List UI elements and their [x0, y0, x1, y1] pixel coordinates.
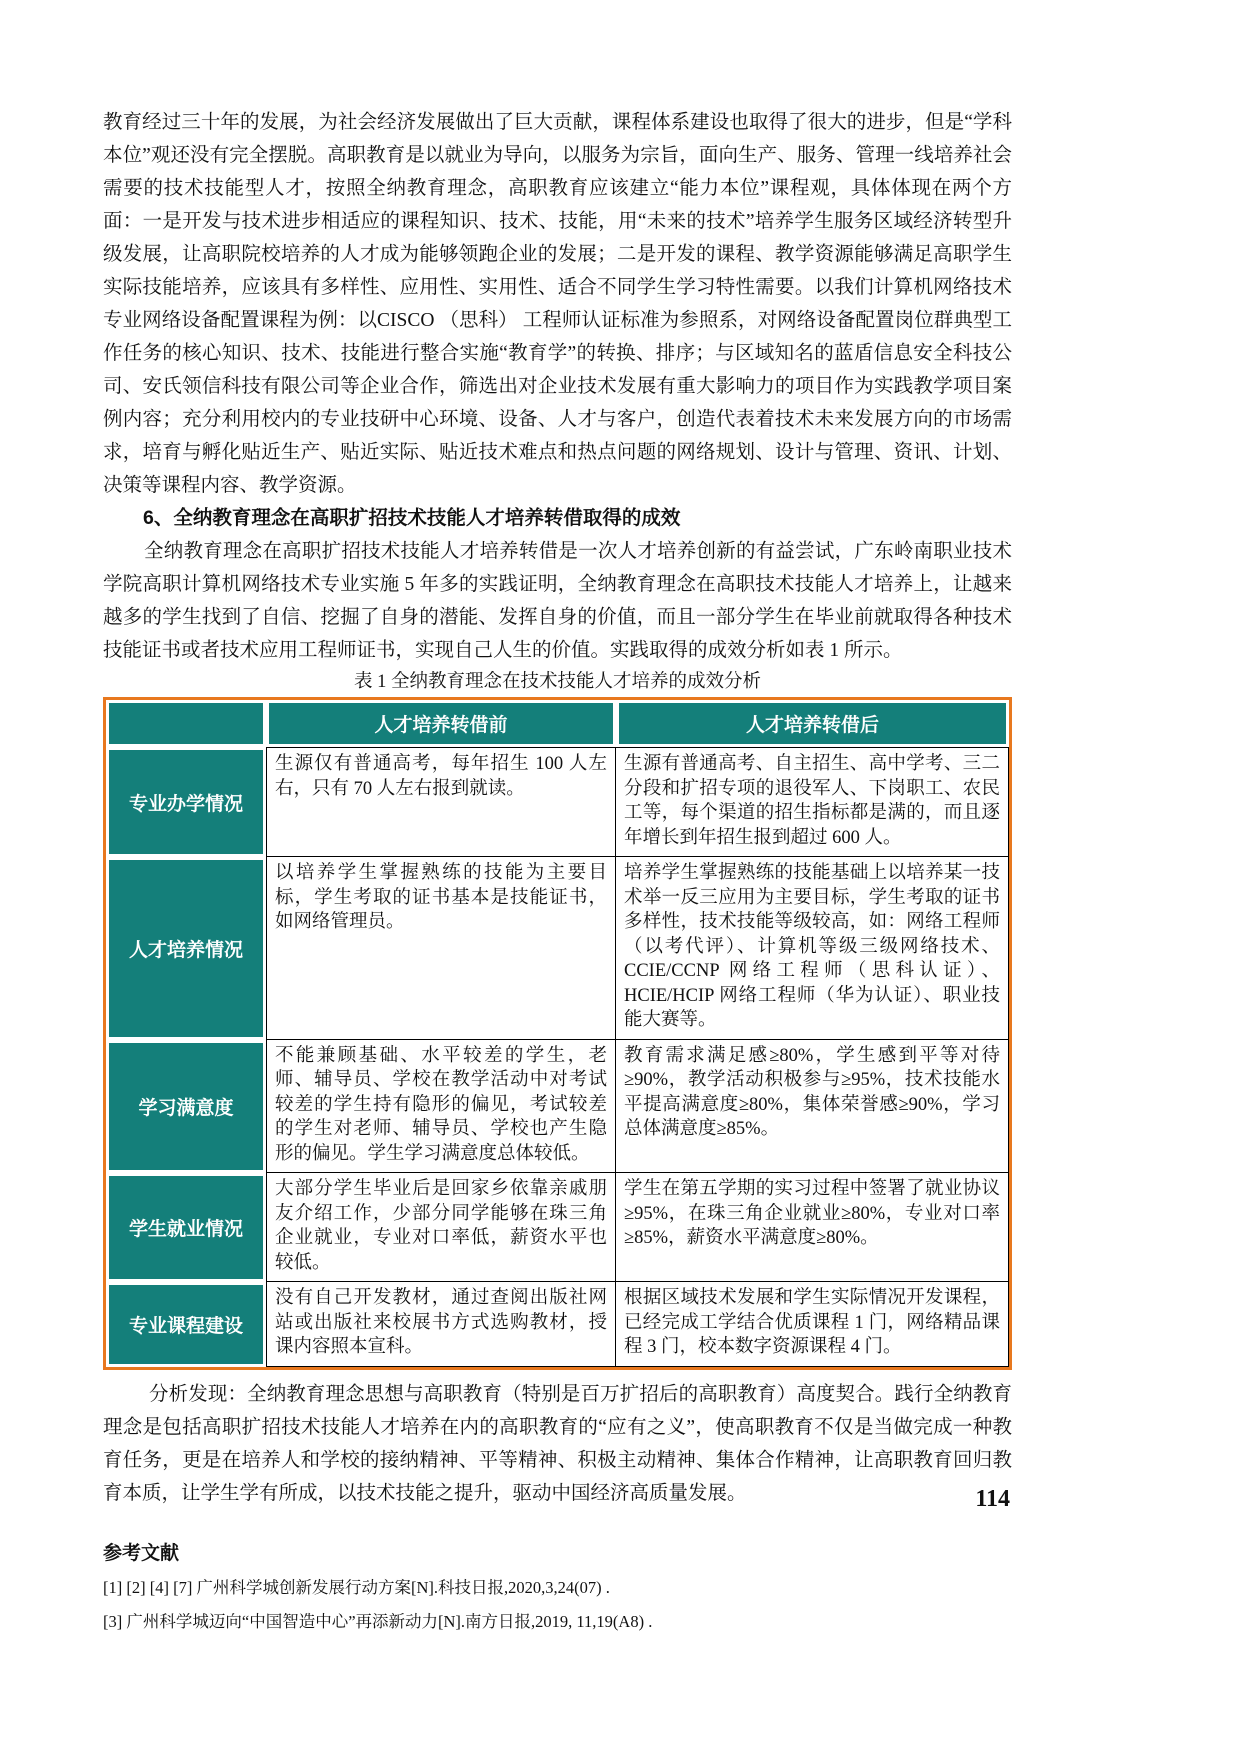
row-label-curriculum: 专业课程建设 [109, 1285, 263, 1364]
table-cell-before: 生源仅有普通高考，每年招生 100 人左右，只有 70 人左右报到就读。 [266, 747, 616, 857]
page-number: 114 [975, 1486, 1010, 1512]
column-header-before: 人才培养转借前 [269, 703, 613, 744]
table-cell-before: 不能兼顾基础、水平较差的学生，老师、辅导员、学校在教学活动中对考试较差的学生持有隐形的偏见，考试较差的学生对老师、辅导员、学校也产生隐形的偏见。学生学习满意度总体较低。 [266, 1040, 616, 1174]
row-label-talent-cultivation: 人才培养情况 [109, 860, 263, 1037]
table-cell-after: 培养学生掌握熟练的技能基础上以培养某一技术举一反三应用为主要目标，学生考取的证书多样性，技术技能等级较高，如：网络工程师（以考代评）、计算机等级三级网络技术、CCIE/CCNP 网络工程师（思科认证）、HCIE/HCIP 网络工程师（华为认证）、职业技能大赛等。 [616, 857, 1009, 1040]
results-table [103, 697, 1012, 1370]
section-heading: 6、全纳教育理念在高职扩招技术技能人才培养转借取得的成效 [143, 507, 681, 529]
table-cell-before: 没有自己开发教材，通过查阅出版社网站或出版社来校展书方式选购教材，授课内容照本宣科。 [266, 1282, 616, 1367]
references-heading: 参考文献 [103, 1542, 180, 1564]
reference-item: [1] [2] [4] [7] 广州科学城创新发展行动方案[N].科技日报,2020,3,24(07) . [103, 1577, 610, 1597]
column-header-after: 人才培养转借后 [619, 703, 1006, 744]
analysis-paragraph: 分析发现：全纳教育理念思想与高职教育（特别是百万扩招后的高职教育）高度契合。践行全纳教育理念是包括高职扩招技术技能人才培养在内的高职教育的“应有之义”，使高职教育不仅是当做完成一种教育任务，更是在培养人和学校的接纳精神、平等精神、积极主动精神、集体合作精神，让高职教育回归教育本质，让学生学有所成，以技术技能之提升，驱动中国经济高质量发展。 [103, 1383, 1012, 1504]
reference-item: [3] 广州科学城迈向“中国智造中心”再添新动力[N].南方日报,2019, 11,19(A8) . [103, 1611, 653, 1631]
table-cell-after: 根据区域技术发展和学生实际情况开发课程，已经完成工学结合优质课程 1 门，网络精品课程 3 门，校本数字资源课程 4 门。 [616, 1282, 1009, 1367]
table-caption: 表 1 全纳教育理念在技术技能人才培养的成效分析 [353, 672, 761, 692]
row-label-enrollment: 专业办学情况 [109, 750, 263, 854]
section-paragraph: 全纳教育理念在高职扩招技术技能人才培养转借是一次人才培养创新的有益尝试，广东岭南职业技术学院高职计算机网络技术专业实施 5 年多的实践证明，全纳教育理念在高职技术技能人才培养上，让越来越多的学生找到了自信、挖掘了自身的潜能、发挥自身的价值，而且一部分学生在毕业前就取得各种技术技能证书或者技术应用工程师证书，实现自己人生的价值。实践取得的成效分析如表 1 所示。 [103, 541, 1012, 661]
row-label-employment: 学生就业情况 [109, 1176, 263, 1279]
table-corner-cell [109, 703, 263, 744]
row-label-satisfaction: 学习满意度 [109, 1043, 263, 1171]
table-cell-after: 生源有普通高考、自主招生、高中学考、三二分段和扩招专项的退役军人、下岗职工、农民工等，每个渠道的招生指标都是满的，而且逐年增长到年招生报到超过 600 人。 [616, 747, 1009, 857]
table-cell-after: 教育需求满足感≥80%，学生感到平等对待≥90%，教学活动积极参与≥95%，技术技能水平提高满意度≥80%，集体荣誉感≥90%，学习总体满意度≥85%。 [616, 1040, 1009, 1174]
table-cell-before: 大部分学生毕业后是回家乡依靠亲戚朋友介绍工作，少部分同学能够在珠三角企业就业，专业对口率低，薪资水平也较低。 [266, 1173, 616, 1282]
intro-paragraph: 教育经过三十年的发展，为社会经济发展做出了巨大贡献，课程体系建设也取得了很大的进步，但是“学科本位”观还没有完全摆脱。高职教育是以就业为导向，以服务为宗旨，面向生产、服务、管理一线培养社会需要的技术技能型人才，按照全纳教育理念，高职教育应该建立“能力本位”课程观，具体体现在两个方面：一是开发与技术进步相适应的课程知识、技术、技能，用“未来的技术”培养学生服务区域经济转型升级发展，让高职院校培养的人才成为能够领跑企业的发展；二是开发的课程、教学资源能够满足高职学生实际技能培养，应该具有多样性、应用性、实用性、适合不同学生学习特性需要。以我们计算机网络技术专业网络设备配置课程为例：以CISCO （思科） 工程师认证标准为参照系，对网络设备配置岗位群典型工作任务的核心知识、技术、技能进行整合实施“教育学”的转换、排序；与区域知名的蓝盾信息安全科技公司、安氏领信科技有限公司等企业合作，筛选出对企业技术发展有重大影响力的项目作为实践教学项目案例内容；充分利用校内的专业技研中心环境、设备、人才与客户，创造代表着技术未来发展方向的市场需求，培育与孵化贴近生产、贴近实际、贴近技术难点和热点问题的网络规划、设计与管理、资讯、计划、决策等课程内容、教学资源。 [103, 112, 1012, 496]
table-cell-before: 以培养学生掌握熟练的技能为主要目标，学生考取的证书基本是技能证书，如网络管理员。 [266, 857, 616, 1040]
table-cell-after: 学生在第五学期的实习过程中签署了就业协议≥95%，在珠三角企业就业≥80%，专业对口率≥85%，薪资水平满意度≥80%。 [616, 1173, 1009, 1282]
